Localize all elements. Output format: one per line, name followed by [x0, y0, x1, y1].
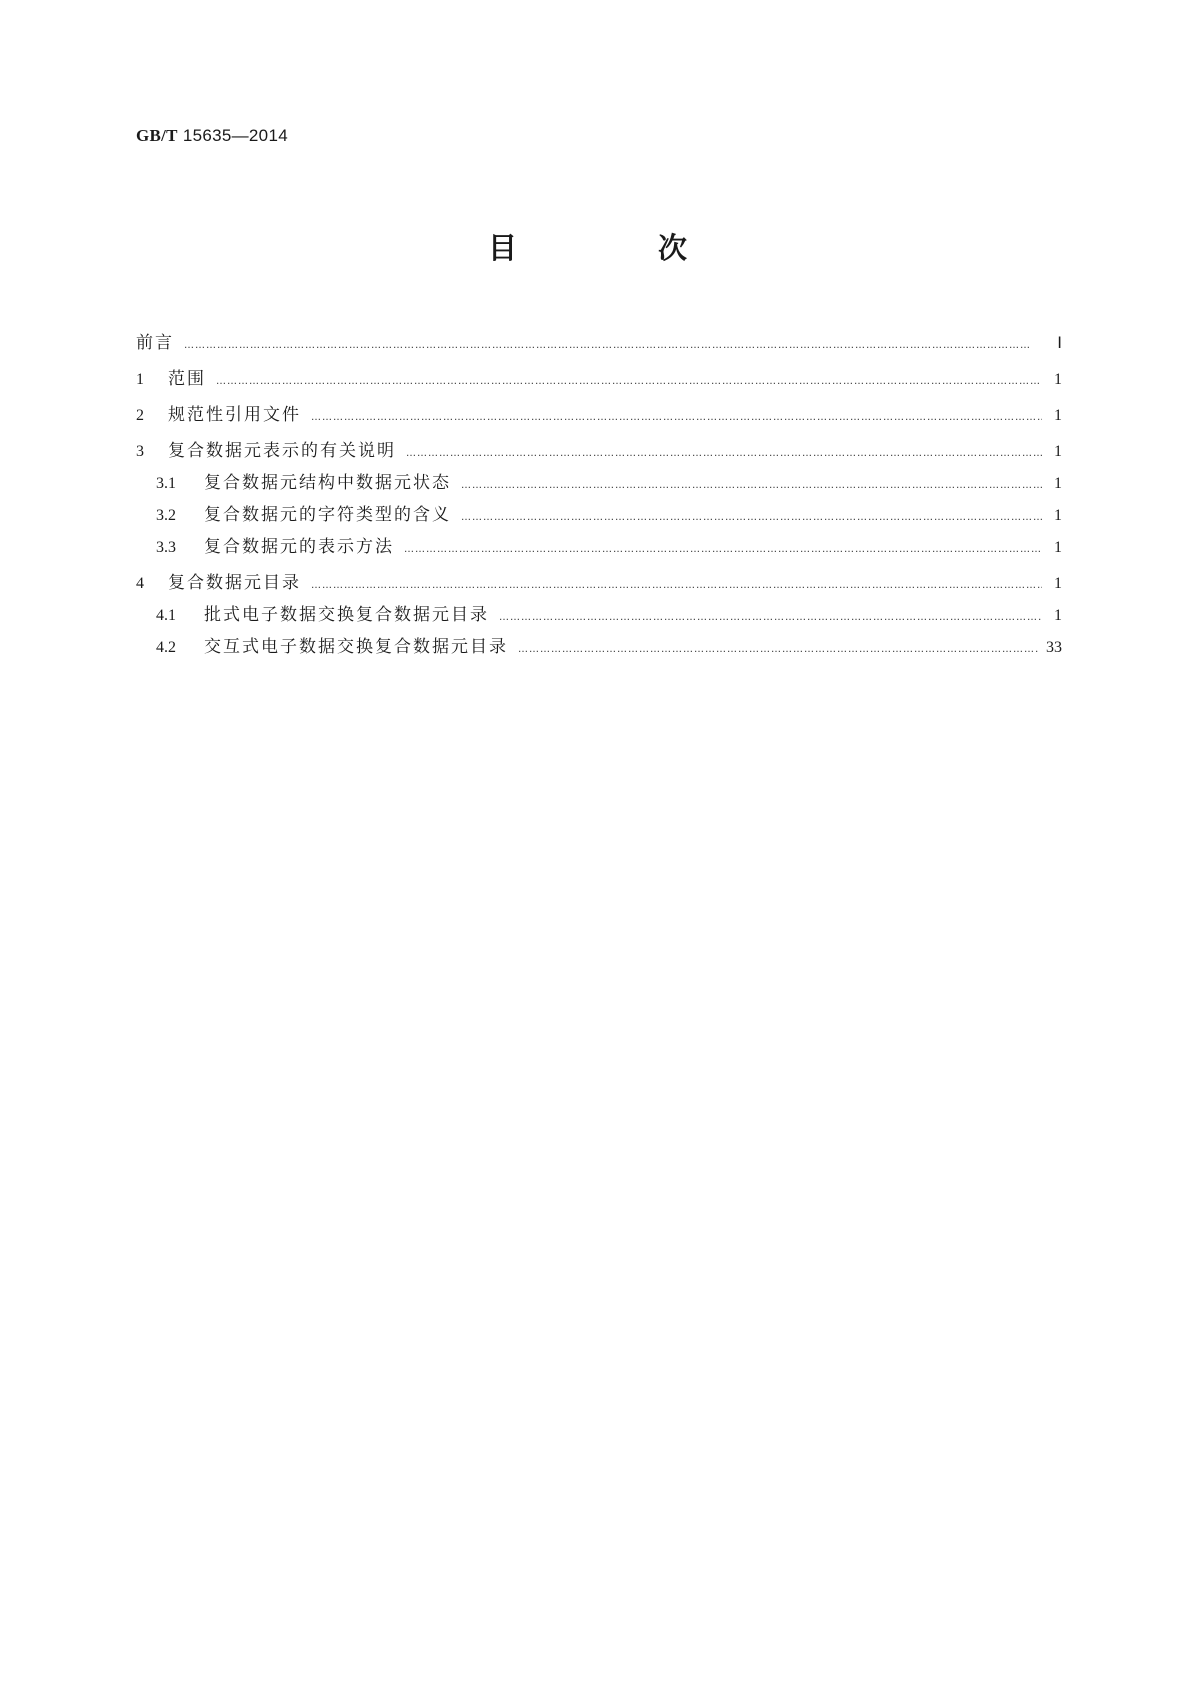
toc-label: 复合数据元目录: [168, 573, 301, 593]
toc-entry-section-4-1[interactable]: [136, 600, 1062, 632]
toc-number: 4.2: [156, 639, 176, 656]
toc-number: 1: [136, 371, 144, 388]
toc-number: 3.1: [156, 475, 176, 492]
toc-page-number: 1: [1054, 371, 1062, 388]
toc-page-number: 1: [1054, 443, 1062, 460]
toc-label: 前言: [136, 333, 174, 353]
toc-page-number: 1: [1054, 507, 1062, 524]
dot-leader: [311, 412, 1042, 423]
toc-entry-section-3-3[interactable]: [136, 532, 1062, 564]
toc-number: 4.1: [156, 607, 176, 624]
toc-page-number: 1: [1054, 575, 1062, 592]
toc-page-number: 1: [1054, 539, 1062, 556]
dot-leader: [311, 580, 1042, 591]
dot-leader: [216, 376, 1042, 387]
toc-label: 批式电子数据交换复合数据元目录: [204, 605, 489, 625]
standard-number: 15635—2014: [182, 126, 288, 145]
toc-label: 交互式电子数据交换复合数据元目录: [204, 637, 508, 657]
toc-page-number: 1: [1054, 407, 1062, 424]
toc-number: 3.3: [156, 539, 176, 556]
toc-entry-normative-references[interactable]: [136, 400, 1062, 432]
toc-label: 复合数据元的表示方法: [204, 537, 394, 557]
dot-leader: [461, 480, 1042, 491]
table-of-contents: [136, 328, 1062, 664]
toc-number: 4: [136, 575, 144, 592]
toc-entry-scope[interactable]: [136, 364, 1062, 396]
dot-leader: [184, 340, 1042, 351]
dot-leader: [518, 644, 1038, 655]
toc-number: 2: [136, 407, 144, 424]
toc-label: 范围: [168, 369, 206, 389]
toc-label: 复合数据元的字符类型的含义: [204, 505, 451, 525]
toc-page-number: 33: [1046, 639, 1062, 656]
toc-number: 3: [136, 443, 144, 460]
toc-label: 复合数据元表示的有关说明: [168, 441, 396, 461]
toc-entry-section-4[interactable]: [136, 568, 1062, 600]
toc-entry-section-3-1[interactable]: [136, 468, 1062, 500]
dot-leader: [499, 612, 1042, 623]
toc-entry-section-3[interactable]: [136, 436, 1062, 468]
toc-entry-foreword[interactable]: [136, 328, 1062, 360]
toc-entry-section-3-2[interactable]: [136, 500, 1062, 532]
toc-number: 3.2: [156, 507, 176, 524]
dot-leader: [461, 512, 1042, 523]
toc-entry-section-4-2[interactable]: [136, 632, 1062, 664]
toc-page-number: 1: [1054, 607, 1062, 624]
toc-page-number: 1: [1054, 475, 1062, 492]
dot-leader: [406, 448, 1042, 459]
toc-label: 复合数据元结构中数据元状态: [204, 473, 451, 493]
page-title: 目 次: [487, 231, 743, 265]
toc-label: 规范性引用文件: [168, 405, 301, 425]
dot-leader: [404, 544, 1042, 555]
document-header: [136, 126, 288, 146]
standard-prefix: GB/T: [136, 126, 178, 145]
toc-page-number: Ⅰ: [1057, 335, 1062, 352]
